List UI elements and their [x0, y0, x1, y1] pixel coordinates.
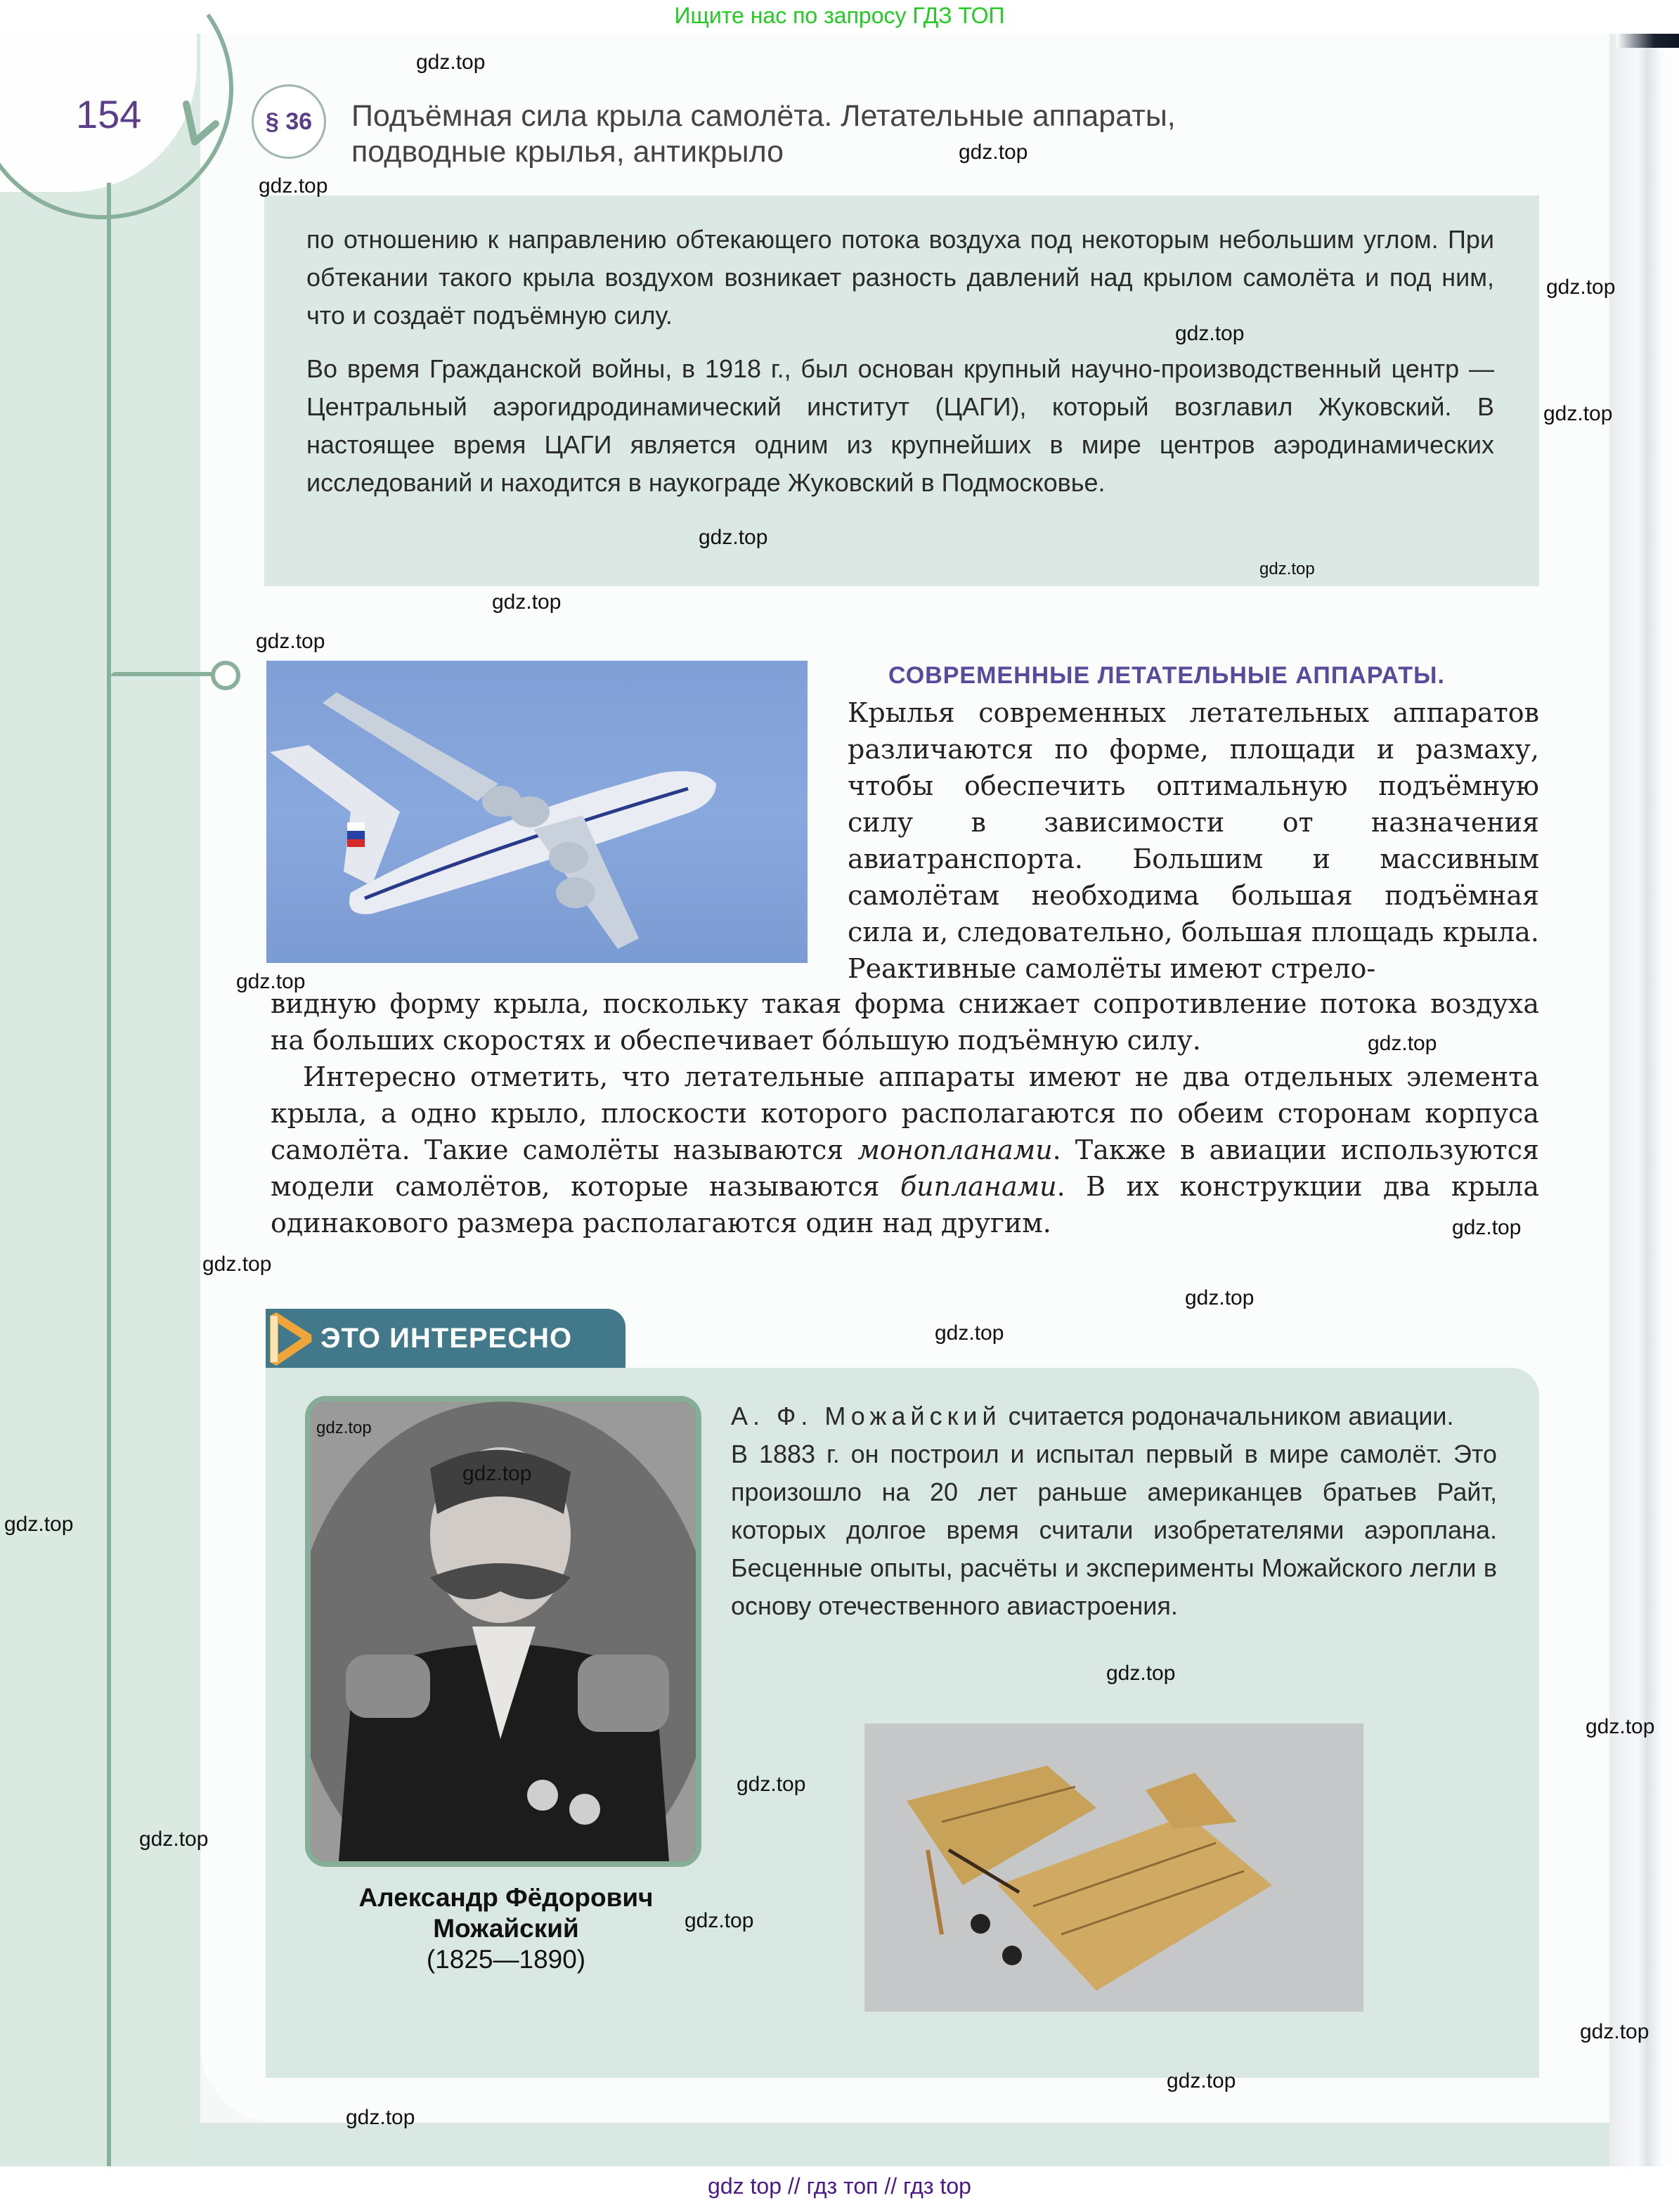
- jet-airplane-photo: [266, 661, 808, 963]
- info-box: [264, 195, 1539, 586]
- interest-paragraph-1: [731, 1397, 1497, 1435]
- book-spine: [1609, 34, 1679, 2166]
- watermark: gdz.top: [1185, 1286, 1255, 1309]
- text-span: считается родоначальником авиации.: [1001, 1402, 1454, 1430]
- margin-arrow-icon: [179, 98, 221, 155]
- watermark: gdz.top: [1175, 322, 1245, 345]
- margin-connector: [111, 672, 216, 676]
- watermark: gdz.top: [1580, 2020, 1649, 2043]
- watermark: gdz.top: [1586, 1715, 1655, 1738]
- text-span: . Также в авиации используются модели самолётов, которые называются: [271, 1134, 1539, 1202]
- watermark: gdz.top: [737, 1773, 806, 1796]
- watermark: gdz.top: [1543, 402, 1613, 425]
- term-monoplanes: монопланами: [857, 1134, 1053, 1165]
- mozhaisky-plane-model-photo: [864, 1723, 1363, 2012]
- watermark: gdz.top: [935, 1321, 1004, 1345]
- watermark: gdz.top: [1106, 1662, 1176, 1685]
- section-title: [351, 98, 1406, 170]
- watermark: gdz.top: [1259, 560, 1315, 578]
- watermark: gdz.top: [259, 174, 328, 198]
- watermark: gdz.top: [699, 526, 768, 549]
- watermark: gdz.top: [959, 141, 1028, 164]
- timeline-node-icon: [211, 661, 240, 690]
- info-paragraph-2: Во время Гражданской войны, в 1918 г., был основан крупный научно-производственный центр — Центральный аэрогидродинамический институт (ЦАГИ), который возглавил Жуковский. В настоящее время ЦАГИ является одним из крупнейших в мире центров аэродинамических исследований и находится в наукограде Жуковский в Подмосковье.: [306, 354, 1494, 497]
- watermark: gdz.top: [316, 1418, 372, 1437]
- jet-airplane-icon: [266, 661, 808, 963]
- watermark: gdz.top: [462, 1462, 532, 1485]
- portrait-caption: [295, 1882, 717, 1975]
- modern-paragraph-continued: видную форму крыла, поскольку такая форма снижает сопротивление потока воздуха на больших скоростях и обеспечивает бóльшую подъёмную силу.: [271, 988, 1539, 1056]
- bottom-banner[interactable]: gdz top // гдз топ // гдз top: [708, 2173, 971, 2199]
- watermark: gdz.top: [1452, 1216, 1522, 1239]
- paragraph-number: § 36: [265, 108, 313, 135]
- term-biplanes: бипланами: [900, 1171, 1057, 1202]
- watermark: gdz.top: [492, 590, 562, 614]
- section-title-line2: подводные крылья, антикрыло: [351, 135, 784, 169]
- paragraph-badge: [252, 84, 326, 159]
- watermark: gdz.top: [685, 1909, 754, 1932]
- person-name-spaced: А. Ф. Можайский: [731, 1402, 1001, 1430]
- modern-paragraph-right: Крылья современных летательных аппаратов различаются по форме, площади и размаху, чтобы обеспечить оптимальную подъёмную силу в зависимости от назначения авиатранспорта. Большим и массивным самолётам необходима большая подъёмная сила и, следовательно, большая площадь крыла. Реактивные самолёты имеют стрело-: [848, 697, 1539, 984]
- watermark: gdz.top: [346, 2106, 415, 2129]
- text-span: Интересно отметить, что летательные аппараты имеют не два отдельных элемента крыла, а одно крыло, плоскости которого располагаются по обеим сторонам корпуса самолёта. Такие самолёты называются: [271, 1061, 1539, 1165]
- interest-tab-label: ЭТО ИНТЕРЕСНО: [320, 1322, 573, 1354]
- watermark: gdz.top: [4, 1513, 74, 1536]
- watermark: gdz.top: [202, 1253, 272, 1276]
- watermark: gdz.top: [416, 51, 486, 74]
- modern-paragraph-2: [271, 1059, 1539, 1241]
- watermark: gdz.top: [1167, 2069, 1236, 2093]
- portrait-caption-name: Александр Фёдорович Можайский: [358, 1883, 654, 1943]
- interest-paragraph-2: В 1883 г. он построил и испытал первый в мире самолёт. Это произошло на 20 лет раньше американцев братьев Райт, которых долгое время считали изобретателями аэроплана. Бесценные опыты, расчёты и эксперименты Можайского легли в основу отечественного авиастроения.: [731, 1440, 1497, 1620]
- watermark: gdz.top: [139, 1828, 209, 1851]
- text-span: . В их конструкции два крыла одинакового размера располагаются один над другим.: [271, 1171, 1539, 1238]
- interest-tab: [266, 1309, 625, 1368]
- top-banner[interactable]: Ищите нас по запросу ГДЗ ТОП: [674, 3, 1005, 28]
- margin-timeline-line: [107, 183, 111, 2166]
- page-number: 154: [76, 92, 142, 136]
- info-paragraph-1: по отношению к направлению обтекающего потока воздуха под некоторым небольшим углом. При обтекании такого крыла воздухом возникает разность давлений над крылом самолёта и под ним, что и создаёт подъёмную силу.: [306, 225, 1494, 330]
- plane-model-image: [864, 1723, 1363, 2012]
- section-title-line1: Подъёмная сила крыла самолёта. Летательные аппараты,: [351, 99, 1176, 133]
- watermark: gdz.top: [256, 630, 325, 653]
- portrait-caption-years: (1825—1890): [426, 1945, 586, 1974]
- watermark: gdz.top: [1368, 1032, 1437, 1055]
- watermark: gdz.top: [236, 970, 306, 993]
- book-edge-shadow: [1616, 34, 1679, 48]
- impossible-triangle-icon: [266, 1309, 315, 1368]
- section-heading-modern-aircraft: СОВРЕМЕННЫЕ ЛЕТАТЕЛЬНЫЕ АППАРАТЫ.: [888, 662, 1445, 689]
- watermark: gdz.top: [1546, 276, 1616, 299]
